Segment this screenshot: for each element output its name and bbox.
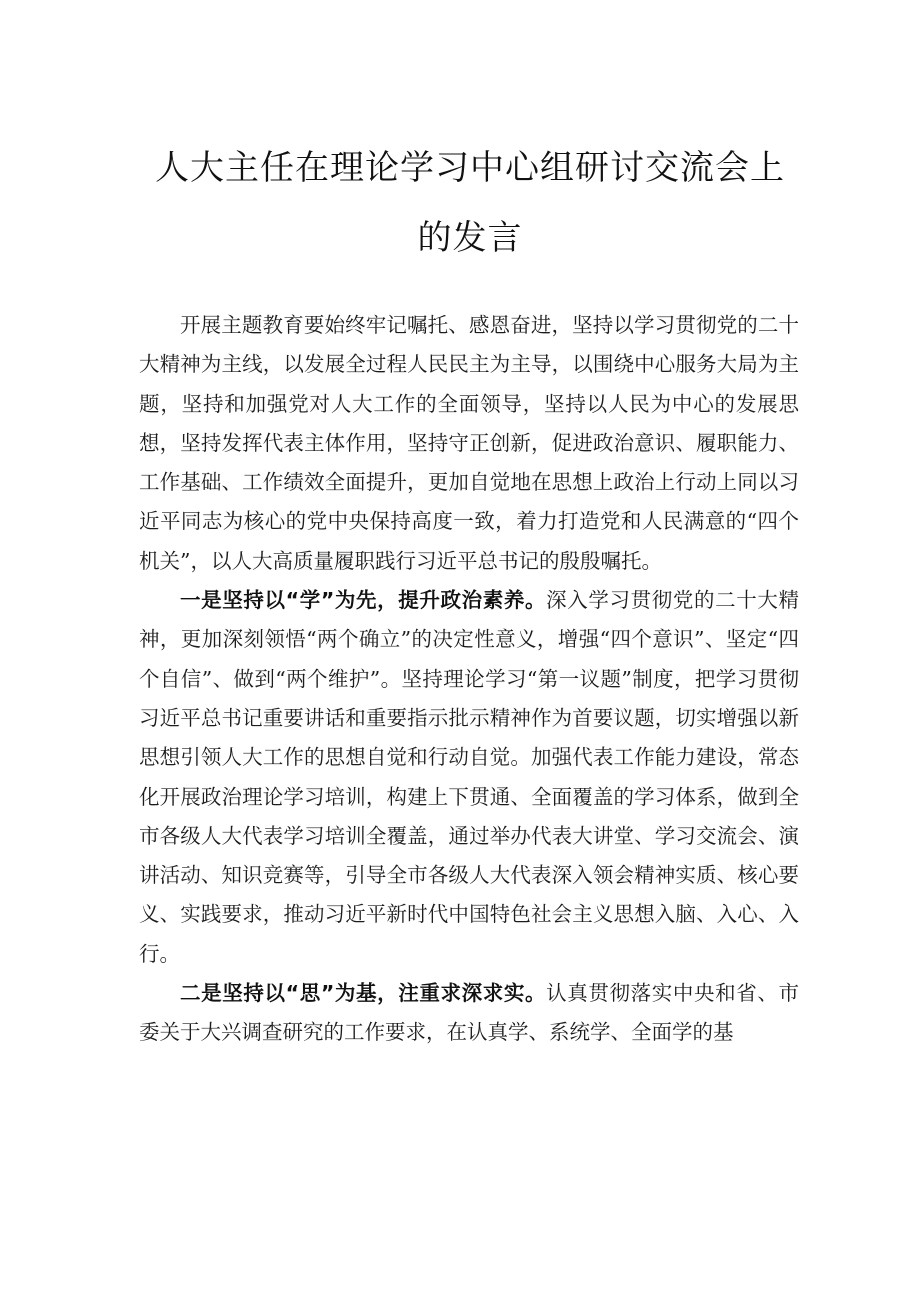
paragraph-intro-text: 开展主题教育要始终牢记嘱托、感恩奋进，坚持以学习贯彻党的二十大精神为主线，以发展全过程人民民主为主导，以围绕中心服务大局为主题，坚持和加强党对人大工作的全面领导，坚持以人民为中心的发展思想，坚持发挥代表主体作用，坚持守正创新，促进政治意识、履职能力、工作基础、工作绩效全面提升，更加自觉地在思想上政治上行动上同以习近平同志为核心的党中央保持高度一致，着力打造党和人民满意的“四个机关”，以人大高质量履职践行习近平总书记的殷殷嘱托。 [139,313,799,573]
paragraph-point-2-text: 认真贯彻落实中央和省、市委关于大兴调查研究的工作要求，在认真学、系统学、全面学的基 [139,981,800,1045]
paragraph-point-1-text: 深入学习贯彻党的二十大精神，更加深刻领悟“两个确立”的决定性意义，增强“四个意识”、坚定“四个自信”、做到“两个维护”。坚持理论学习“第一议题”制度，把学习贯彻习近平总书记重要讲话和重要指示批示精神作为首要议题，切实增强以新思想引领人大工作的思想自觉和行动自觉。加强代表工作能力建设，常态化开展政治理论学习培训，构建上下贯通、全面覆盖的学习体系，做到全市各级人大代表学习培训全覆盖，通过举办代表大讲堂、学习交流会、演讲活动、知识竞赛等，引导全市各级人大代表深入领会精神实质、核心要义、实践要求，推动习近平新时代中国特色社会主义思想入脑、入心、入行。 [139,588,800,966]
document-title-line-2: 的发言 [417,218,523,258]
paragraph-point-1 [139,581,799,974]
paragraph-point-2 [139,974,799,1053]
paragraph-intro [139,306,799,581]
document-body [139,306,799,1053]
paragraph-point-2-heading: 二是坚持以“思”为基，注重求深求实。 [180,981,547,1006]
paragraph-point-1-heading: 一是坚持以“学”为先，提升政治素养。 [180,588,547,613]
document-title-line-1: 人大主任在理论学习中心组研讨交流会上 [155,148,785,188]
